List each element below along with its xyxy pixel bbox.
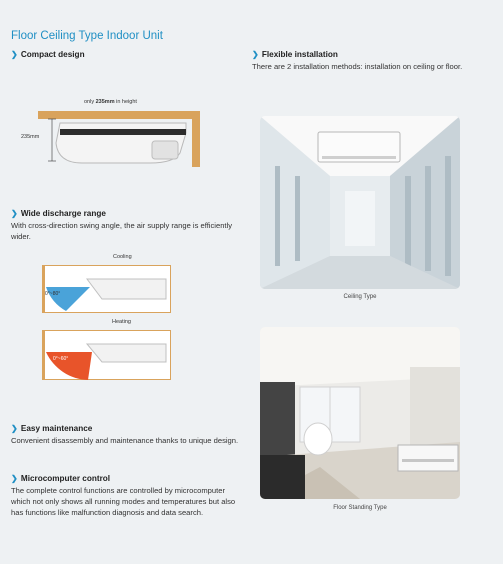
unit-vent-shape	[60, 129, 186, 135]
easy-text: Convenient disassembly and maintenance thanks to unique design.	[11, 436, 239, 445]
unit-panel-shape	[152, 141, 178, 159]
chevron-right-icon: ❯	[11, 50, 18, 59]
micro-text: The complete control functions are controlled by microcomputer which not only shows all running modes and temperatures but also has functions like malfunction diagnosis and data search.	[11, 486, 236, 517]
micro-heading: ❯ Microcomputer control	[11, 474, 111, 483]
floor-standing-type-photo	[260, 327, 460, 499]
flexible-heading: ❯ Flexible installation	[252, 50, 338, 59]
ceiling-type-photo	[260, 116, 460, 289]
ceiling-caption: Ceiling Type	[343, 294, 377, 300]
cooling-diagram	[42, 265, 174, 315]
heating-angle: 0°~60°	[53, 356, 69, 362]
height-note: only 235mm in height	[84, 99, 137, 105]
wide-heading: ❯ Wide discharge range	[11, 209, 106, 218]
chevron-right-icon: ❯	[11, 209, 18, 218]
compact-unit-diagram	[20, 105, 210, 170]
chevron-right-icon: ❯	[252, 50, 259, 59]
chevron-right-icon: ❯	[11, 474, 18, 483]
easy-heading: ❯ Easy maintenance	[11, 424, 93, 433]
flexible-text: There are 2 installation methods: installation on ceiling or floor.	[252, 62, 463, 71]
page-title: Floor Ceiling Type Indoor Unit	[11, 30, 163, 42]
compact-heading: ❯ Compact design	[11, 50, 85, 59]
heating-label: Heating	[112, 319, 131, 325]
cooling-angle: 0°~80°	[45, 291, 61, 297]
cooling-label: Cooling	[113, 254, 132, 260]
chevron-right-icon: ❯	[11, 424, 18, 433]
floor-unit-shape	[398, 445, 458, 471]
wide-text: With cross-direction swing angle, the air supply range is efficiently wider.	[11, 221, 233, 241]
floor-caption: Floor Standing Type	[333, 505, 387, 511]
dimension-label: 235mm	[21, 134, 40, 140]
